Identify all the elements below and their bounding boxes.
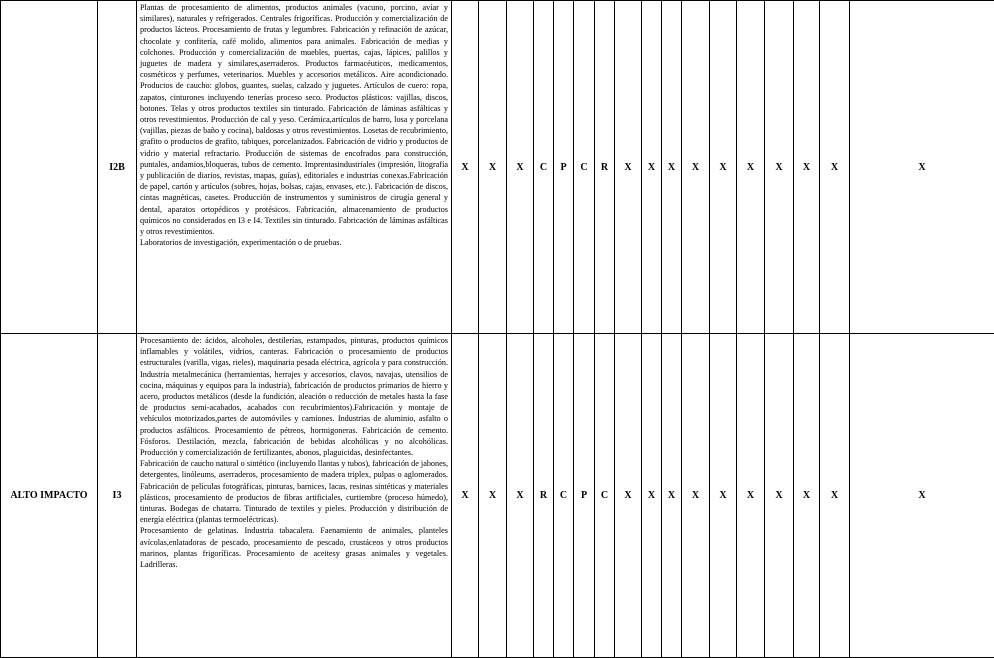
zone-mark-cell: X: [682, 1, 710, 334]
zone-mark-cell: X: [479, 1, 507, 334]
zone-mark-cell: R: [534, 334, 554, 658]
zone-mark-cell: X: [662, 1, 682, 334]
description-paragraph: Fabricación de caucho natural o sintético (incluyendo llantas y tubos), fabricación de jabones, detergentes, linóleums, aserraderos, procesamiento de madera triplex, pulpas o aglomerados. Fabricación de películas fotográficas, pinturas, barnices, lacas, resinas sintéticas y materiales plásticos, procesamiento de productos de fibras artificiales, curtiembre (proceso húmedo), tinturas. Bodegas de chatarra. Tinturado de textiles y pieles. Producción y distribución de energía eléctrica (plantas termoeléctricas).: [140, 458, 448, 525]
zone-mark-cell: X: [765, 334, 794, 658]
zone-mark-cell: C: [595, 334, 615, 658]
zone-mark-cell: X: [642, 1, 662, 334]
zone-mark-cell: X: [662, 334, 682, 658]
use-code-cell: I2B: [98, 1, 137, 334]
table-row: [1, 334, 994, 658]
description-paragraph: Plantas de procesamiento de alimentos, productos animales (vacuno, porcino, avíar y similares), naturales y refrigerados. Centrales frigoríficas. Producción y comercialización de productos lácteos. Procesamiento de frutas y legumbres. Fabricación y refinación de azúcar, chocolate y confitería, café molido, alimentos para animales. Fabricación de medias y colchones. Producción y comercialización de muebles, puertas, cajas, lápices, palillos y juguetes de madera y similares,aserraderos. Productos farmacéuticos, medicamentos, cosméticos y perfumes, veterinarios. Muebles y accesorios metálicos. Aire acondicionado. Productos de caucho: globos, guantes, suelas, calzado y juguetes. Artículos de cuero: ropa, zapatos, cinturones incluyendo tenerías proceso seco. Productos plásticos: vajillas, discos, botones. Telas y otros productos textiles sin tinturado. Fabricación de láminas asfálticas y otros revestimientos. Producción de cal y yeso. Cerámica,artículos de barro, losa y porcelana (vajillas, piezas de baño y cocina), baldosas y otros revestimientos. Losetas de recubrimiento, grafito o productos de grafito, tabiques, porcelanizados. Fabricación de vidrio y productos de vidrio y material refractario. Producción de sistemas de encofrados para construcción, puntales, andamios,bloqueras, tubos de cemento. Imprentasindustriales (impresión, litografía y publicación de diarios, revistas, mapas, guías), editoriales e industrias conexas.Fabricación de papel, cartón y artículos (sobres, hojas, bolsas, cajas, envases, etc.). Fabricación de discos, cintas magnéticas, casetes. Producción de instrumentos y suministros de cirugía general y dental, aparatos ortopédicos y protésicos. Fabricación, almacenamiento de productos químicos no considerados en I3 e I4. Textiles sin tinturado. Fabricación de láminas asfálticas y otros revestimientos.: [140, 2, 448, 237]
table-body: [1, 1, 994, 658]
use-code-cell: I3: [98, 334, 137, 658]
zone-mark-cell: X: [850, 334, 994, 658]
zone-mark-cell: X: [765, 1, 794, 334]
zone-mark-cell: X: [850, 1, 994, 334]
zone-mark-cell: X: [794, 334, 820, 658]
description-paragraph: Laboratorios de investigación, experimentación o de pruebas.: [140, 237, 448, 248]
zone-mark-cell: R: [595, 1, 615, 334]
impact-group-cell: [1, 1, 98, 334]
zone-mark-cell: X: [710, 334, 737, 658]
zone-mark-cell: X: [682, 334, 710, 658]
zone-mark-cell: X: [794, 1, 820, 334]
use-description-cell: [137, 334, 452, 658]
zone-mark-cell: P: [574, 334, 595, 658]
zone-mark-cell: C: [554, 334, 574, 658]
zone-mark-cell: X: [737, 1, 765, 334]
zone-mark-cell: X: [452, 334, 479, 658]
zone-mark-cell: X: [642, 334, 662, 658]
zone-mark-cell: X: [820, 334, 850, 658]
description-paragraph: Procesamiento de: ácidos, alcoholes, destilerías, estampados, pinturas, productos químicos inflamables y volátiles, vidrios, canteras. Fabricación o procesamiento de productos estructurales (varilla, vigas, rieles), maquinaria pesada eléctrica, agrícola y para construcción. Industria metalmecánica (herramientas, herrajes y accesorios, clavos, navajas, utensilios de cocina, máquinas y equipos para la industria), fabricación de productos primarios de hierro y acero, productos metálicos (desde la fundición, aleación o reducción de metales hasta la fase de productos semi-acabados, acabados con recubrimientos).Fabricación y montaje de vehículos motorizados,partes de automóviles y camiones. Industrias de aluminio, asfalto o productos asfálticos. Procesamiento de pétreos, hormigoneras. Fabricación de cemento. Fósforos. Destilación, mezcla, fabricación de bebidas alcohólicas y no alcohólicas. Producción y comercialización de fertilizantes, abonos, plaguicidas, desinfectantes.: [140, 335, 448, 458]
zone-mark-cell: X: [479, 334, 507, 658]
zone-mark-cell: X: [507, 334, 534, 658]
zone-mark-cell: X: [615, 334, 642, 658]
zone-mark-cell: P: [554, 1, 574, 334]
description-paragraph: Procesamiento de gelatinas. Industria tabacalera. Faenamiento de animales, planteles avícolas,enlatadoras de pescado, procesamiento de pescado, crustáceos y otros productos marinos, plantas frigoríficas. Procesamiento de aceitesy grasas animales y vegetales. Ladrilleras.: [140, 525, 448, 570]
zone-mark-cell: X: [820, 1, 850, 334]
use-description-cell: [137, 1, 452, 334]
zone-mark-cell: X: [615, 1, 642, 334]
zone-mark-cell: C: [534, 1, 554, 334]
zone-mark-cell: X: [452, 1, 479, 334]
table-row: [1, 1, 994, 334]
zone-mark-cell: X: [737, 334, 765, 658]
zone-mark-cell: C: [574, 1, 595, 334]
impact-group-cell: ALTO IMPACTO: [1, 334, 98, 658]
zone-mark-cell: X: [710, 1, 737, 334]
zone-mark-cell: X: [507, 1, 534, 334]
